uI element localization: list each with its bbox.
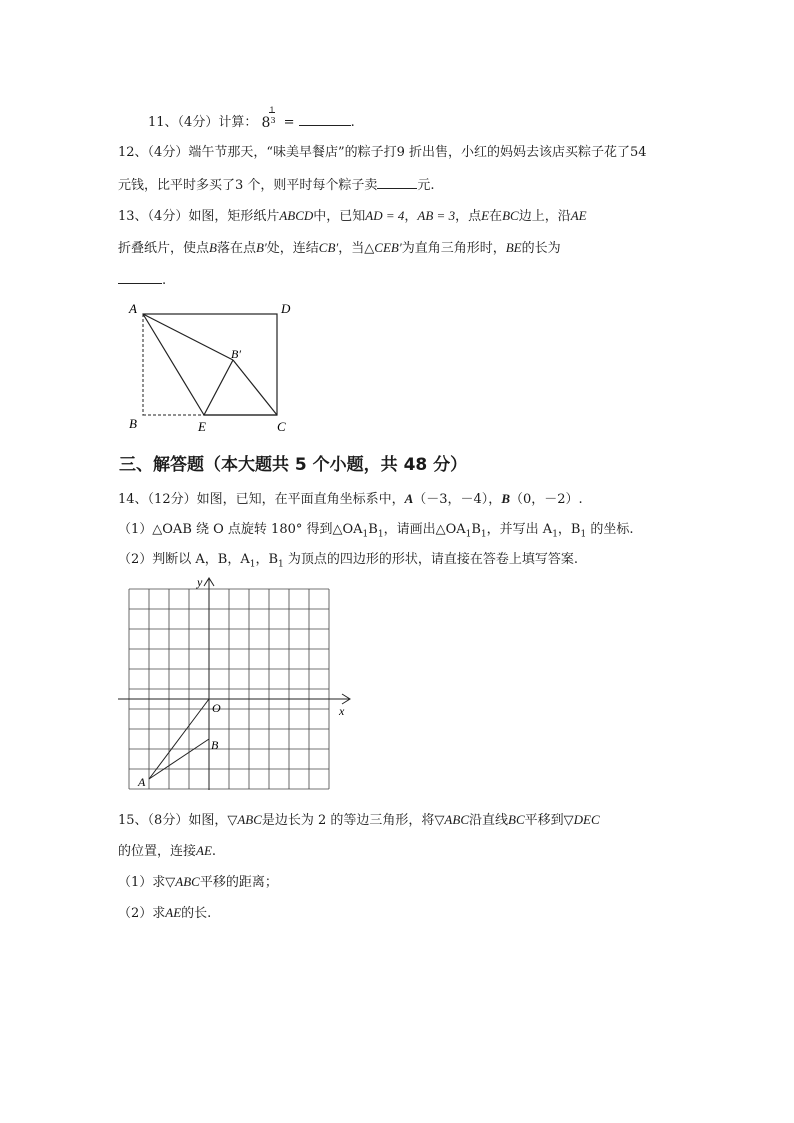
q13-be: BE: [505, 240, 522, 255]
figure-14-coordinate-grid: [118, 574, 358, 798]
q15-text: .: [211, 844, 217, 859]
q15-text: 的位置，连接: [118, 844, 197, 859]
q15-p1-text: （1）求: [118, 875, 166, 890]
label-c: C: [277, 419, 286, 434]
q14-sub: 1: [377, 529, 384, 540]
question-13-line-3: [118, 271, 166, 290]
q14-sub: 1: [362, 529, 369, 540]
q15-line-bc: BC: [508, 812, 525, 827]
label-o: O: [212, 701, 221, 715]
q14-point-a: A: [404, 491, 414, 506]
question-15-line-1: [118, 811, 600, 830]
q11-exp-numerator: 1: [269, 106, 275, 115]
rectangle-abcd: [143, 314, 277, 415]
q13-text: ，当: [338, 241, 365, 256]
q14-text: 14、（12分）如图，已知，在平面直角坐标系中，: [118, 492, 405, 507]
q13-text: 中，已知: [313, 209, 366, 224]
q13-b: B: [209, 240, 217, 255]
q11-equals: =: [283, 115, 295, 130]
segment-bprime-c: [233, 360, 277, 415]
q15-triangle-dec: ▽DEC: [563, 812, 600, 827]
q13-period: .: [162, 273, 167, 288]
q13-text: 落在点: [216, 241, 256, 256]
q13-bc: BC: [502, 208, 519, 223]
q14-coord-a: （－3，－4），: [413, 492, 502, 507]
q14-coord-b: （0，－2）.: [509, 492, 583, 507]
figure-13-rectangle-fold: [120, 296, 310, 436]
label-a: A: [138, 775, 146, 789]
q13-text: 的长为: [521, 241, 561, 256]
q15-triangle-abc: ▽ABC: [227, 812, 262, 827]
q13-text: 在: [489, 209, 503, 224]
question-12-line-1: 12、（4分）端午节那天，“味美早餐店”的粽子打9 折出售，小红的妈妈去该店买粽子花了54: [118, 145, 647, 160]
segment-bprime-e: [204, 360, 233, 415]
q14-p1-text: （1）△OAB 绕 O 点旋转 180° 得到△OA: [118, 522, 363, 537]
q13-text: 为直角三角形时，: [401, 241, 506, 256]
label-x: x: [339, 704, 345, 718]
q15-triangle-abc: ▽ABC: [434, 812, 469, 827]
q12-unit: 元.: [417, 178, 435, 193]
question-15-part-2: [118, 904, 211, 923]
question-13-line-1: [118, 207, 587, 226]
q11-answer-blank: [299, 113, 351, 126]
q14-p2-text: （2）判断以 A，B，A: [118, 552, 250, 567]
q14-p2-text: ，B: [255, 552, 279, 567]
q15-p1-triangle: ▽ABC: [165, 874, 200, 889]
q11-prefix: 11、（4分）计算：: [148, 115, 258, 130]
q11-base: 8: [261, 115, 271, 131]
q12-answer-blank: [377, 176, 417, 189]
q13-bprime: B′: [255, 240, 267, 255]
q14-sub: 1: [552, 529, 558, 540]
label-d: D: [281, 301, 291, 316]
question-14-part-2: [118, 551, 578, 574]
q14-p1-text: ，请画出△OA: [383, 522, 466, 537]
q14-sub: 1: [580, 529, 587, 540]
q13-ae: AE: [570, 208, 587, 223]
question-14-line-1: [118, 490, 583, 509]
q15-text: 沿直线: [469, 813, 509, 828]
q13-text: ，点: [455, 209, 482, 224]
q15-text: 15、（8分）如图，: [118, 813, 228, 828]
q15-ae: AE: [196, 843, 212, 858]
q13-abcd: ABCD: [279, 208, 314, 223]
segment-oa: [149, 699, 209, 779]
q14-sub: 1: [278, 559, 284, 570]
q13-cbprime: CB′: [318, 240, 339, 255]
q12-line2-text: 元钱，比平时多买了3 个，则平时每个粽子卖: [118, 178, 378, 193]
q15-p2-text: 的长.: [181, 906, 212, 921]
q13-text: 13、（4分）如图，矩形纸片: [118, 209, 280, 224]
label-y: y: [197, 575, 203, 589]
q15-text: 平移到: [524, 813, 564, 828]
label-b: B: [129, 416, 137, 431]
q13-e: E: [481, 208, 490, 223]
q15-p2-ae: AE: [165, 905, 182, 920]
q14-p1-text: 的坐标.: [586, 522, 634, 537]
q15-p2-text: （2）求: [118, 906, 166, 921]
q14-sub: 1: [249, 559, 256, 570]
q14-p1-text: ，并写出 A: [486, 522, 553, 537]
grid-lines: [129, 589, 329, 789]
q13-text: 处，连结: [266, 241, 319, 256]
q13-ad: AD = 4: [365, 208, 405, 223]
q13-text: ，: [404, 209, 418, 224]
q13-text: 边上，沿: [518, 209, 571, 224]
question-13-line-2: [118, 239, 561, 258]
q14-sub: 1: [465, 529, 472, 540]
q14-p2-text: 为顶点的四边形的形状，请直接在答卷上填写答案.: [283, 552, 579, 567]
q11-suffix: .: [350, 115, 355, 130]
q13-text: 折叠纸片，使点: [118, 241, 210, 256]
question-15-part-1: [118, 873, 278, 892]
q13-triangle-ceb: △CEB′: [364, 240, 402, 255]
q14-p1-text: ，B: [557, 522, 581, 537]
segment-ab: [149, 739, 209, 779]
q15-text: 是边长为 2 的等边三角形，将: [261, 813, 435, 828]
question-12-line-2: [118, 176, 435, 195]
q11-power-expression: [261, 108, 279, 132]
question-11: [148, 108, 355, 132]
q13-answer-blank: [118, 271, 162, 284]
question-14-part-1: [118, 521, 633, 544]
q11-exp-denominator: 3: [270, 116, 276, 125]
q14-point-b: B: [501, 491, 510, 506]
label-a: A: [129, 301, 137, 316]
section-3-heading: 三、解答题（本大题共 5 个小题，共 48 分）: [119, 455, 468, 475]
q15-p1-text: 平移的距离；: [199, 875, 278, 890]
label-bprime: B′: [231, 347, 241, 361]
q13-ab: AB = 3: [417, 208, 456, 223]
question-15-line-2: [118, 842, 216, 861]
label-b: B: [211, 738, 219, 752]
label-e: E: [198, 419, 206, 434]
q14-p1-text: B: [368, 522, 378, 537]
q14-p1-text: B: [471, 522, 481, 537]
q14-sub: 1: [480, 529, 487, 540]
